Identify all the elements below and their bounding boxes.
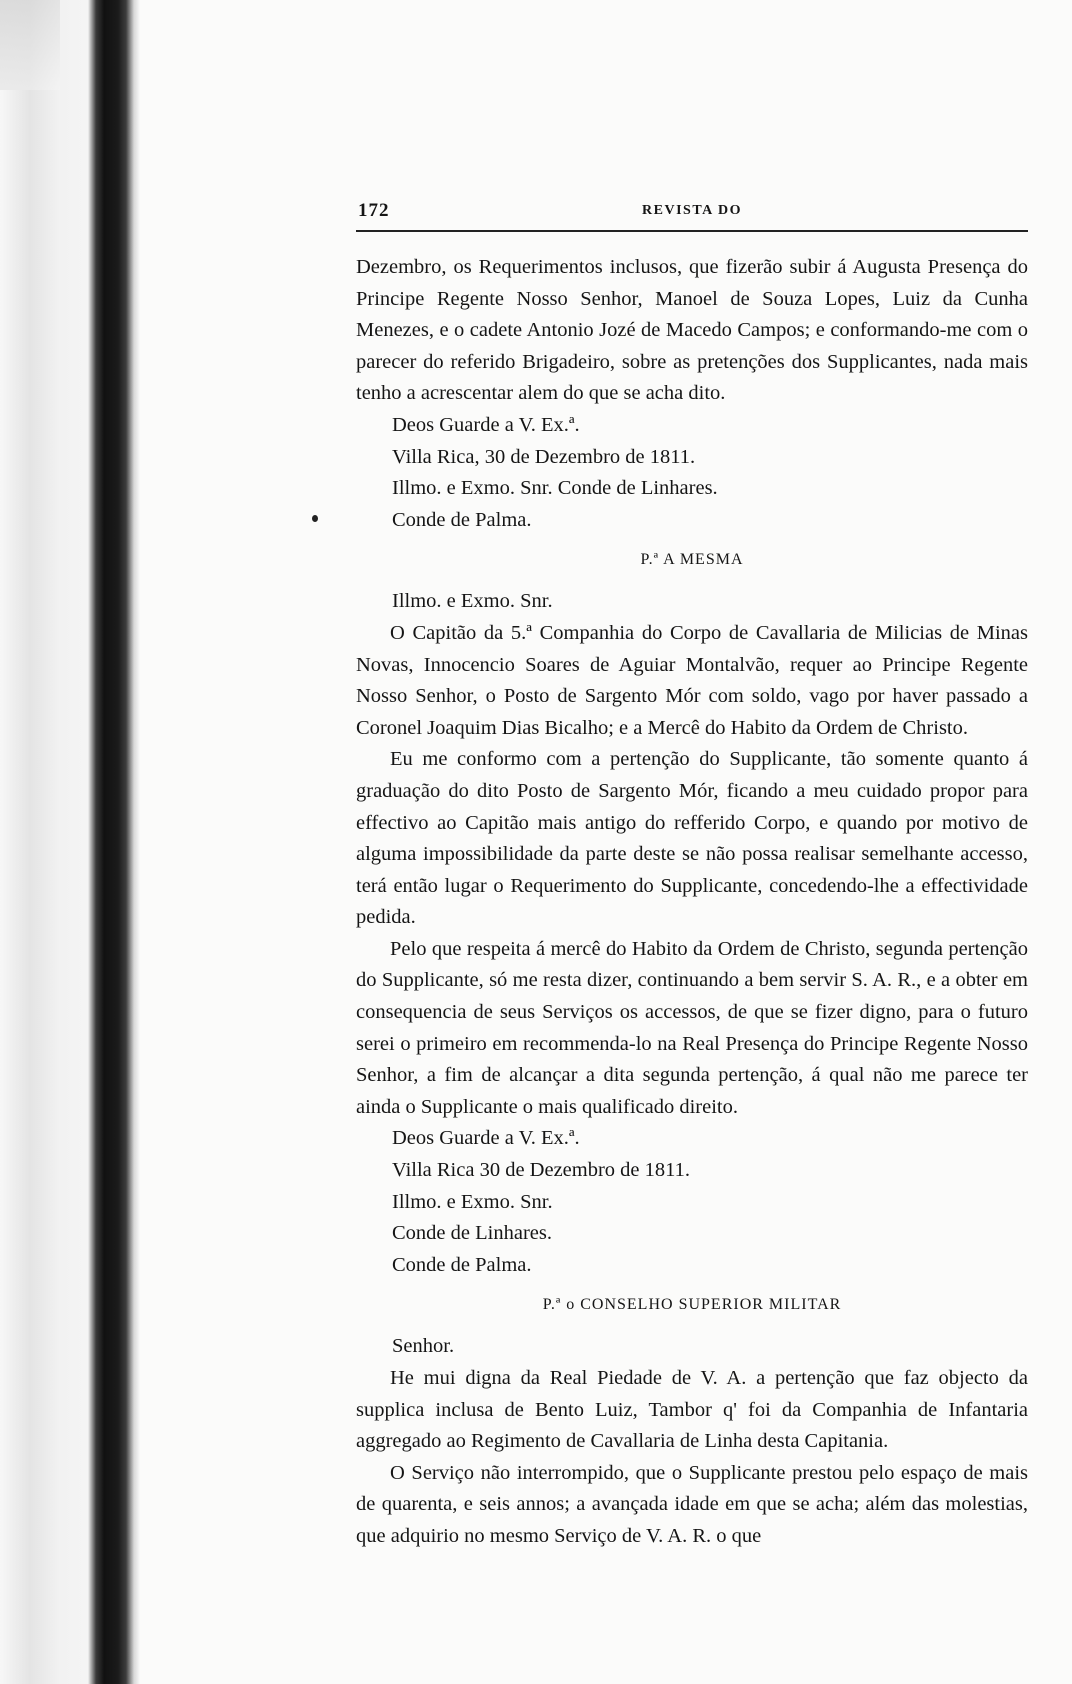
page-text — [356, 252, 1028, 1553]
closing-line: Conde de Palma. — [392, 1253, 532, 1276]
letter3-salutation: Senhor. — [392, 1335, 455, 1358]
closing-line: Deos Guarde a V. Ex.ª. — [392, 413, 580, 436]
letter2-paragraph: Pelo que respeita á mercê do Habito da Ordem de Christo, segunda pertenção do Supplicante, só me resta dizer, continuando a bem servir S. A. R., e a obter em consequencia de seus Serviços os accessos, de que se fizer digno, para o futuro serei o primeiro em recommenda-lo na Real Presença do Principe Regente Nosso Senhor, a fim de alcançar a dita segunda pertenção, á qual não me parece ter ainda o Supplicante o mais qualificado direito. — [356, 937, 1028, 1118]
letter3-heading: P.ª o CONSELHO SUPERIOR MILITAR — [542, 1296, 842, 1314]
running-title: REVISTA DO — [642, 203, 742, 218]
closing-line: Villa Rica 30 de Dezembro de 1811. — [392, 1159, 691, 1182]
closing-line: Conde de Palma. — [392, 508, 532, 531]
letter1-closing — [356, 410, 1028, 536]
book-page — [356, 200, 1028, 1553]
closing-line: Villa Rica, 30 de Dezembro de 1811. — [392, 445, 696, 468]
header-rule — [356, 230, 1028, 232]
letter1-body: Dezembro, os Requerimentos inclusos, que fizerão subir á Augusta Presença do Principe Regente Nosso Senhor, Manoel de Souza Lopes, Luiz da Cunha Menezes, e o cadete Antonio Jozé de Macedo Campos; e conformando-me com o parecer do referido Brigadeiro, sobre as pretenções dos Supplicantes, nada mais tenho a acrescentar alem do que se acha dito. — [356, 256, 1028, 405]
running-head — [356, 200, 1028, 226]
closing-line: Illmo. e Exmo. Snr. Conde de Linhares. — [392, 477, 718, 500]
letter2-salutation: Illmo. e Exmo. Snr. — [392, 590, 553, 613]
scan-binding-shadow — [0, 0, 140, 1684]
letter2-paragraph: O Capitão da 5.ª Companhia do Corpo de Cavallaria de Milicias de Minas Novas, Innocencio Soares de Aguiar Montalvão, requer ao Principe Regente Nosso Senhor, o Posto de Sargento Mór com soldo, vago por haver passado a Coronel Joaquim Dias Bicalho; e a Mercê do Habito da Ordem de Christo. — [356, 621, 1028, 739]
closing-line: Conde de Linhares. — [392, 1222, 552, 1245]
closing-line: Illmo. e Exmo. Snr. — [392, 1190, 553, 1213]
closing-line: Deos Guarde a V. Ex.ª. — [392, 1127, 580, 1150]
ink-speck — [312, 515, 318, 522]
letter3-paragraph: O Serviço não interrompido, que o Supplicante prestou pelo espaço de mais de quarenta, e seis annos; a avançada idade em que se acha; além das molestias, que adquirio no mesmo Serviço de V. A. R. o que — [356, 1461, 1028, 1547]
letter3-paragraph: He mui digna da Real Piedade de V. A. a pertenção que faz objecto da supplica inclusa de Bento Luiz, Tambor q' foi da Companhia de Infantaria aggregado ao Regimento de Cavallaria de Linha desta Capitania. — [356, 1367, 1028, 1453]
letter2-closing — [356, 1123, 1028, 1281]
letter2-paragraph: Eu me conformo com a pertenção do Supplicante, tão somente quanto á graduação do dito Posto de Sargento Mór, ficando a meu cuidado propor para effectivo ao Capitão mais antigo do refferido Corpo, e quando por motivo de alguma impossibilidade da parte deste se não possa realisar semelhante accesso, terá então lugar o Requerimento do Supplicante, concedendo-lhe a effectividade pedida. — [356, 748, 1028, 929]
page-number: 172 — [358, 200, 390, 221]
letter2-heading: P.ª A MESMA — [640, 551, 744, 569]
